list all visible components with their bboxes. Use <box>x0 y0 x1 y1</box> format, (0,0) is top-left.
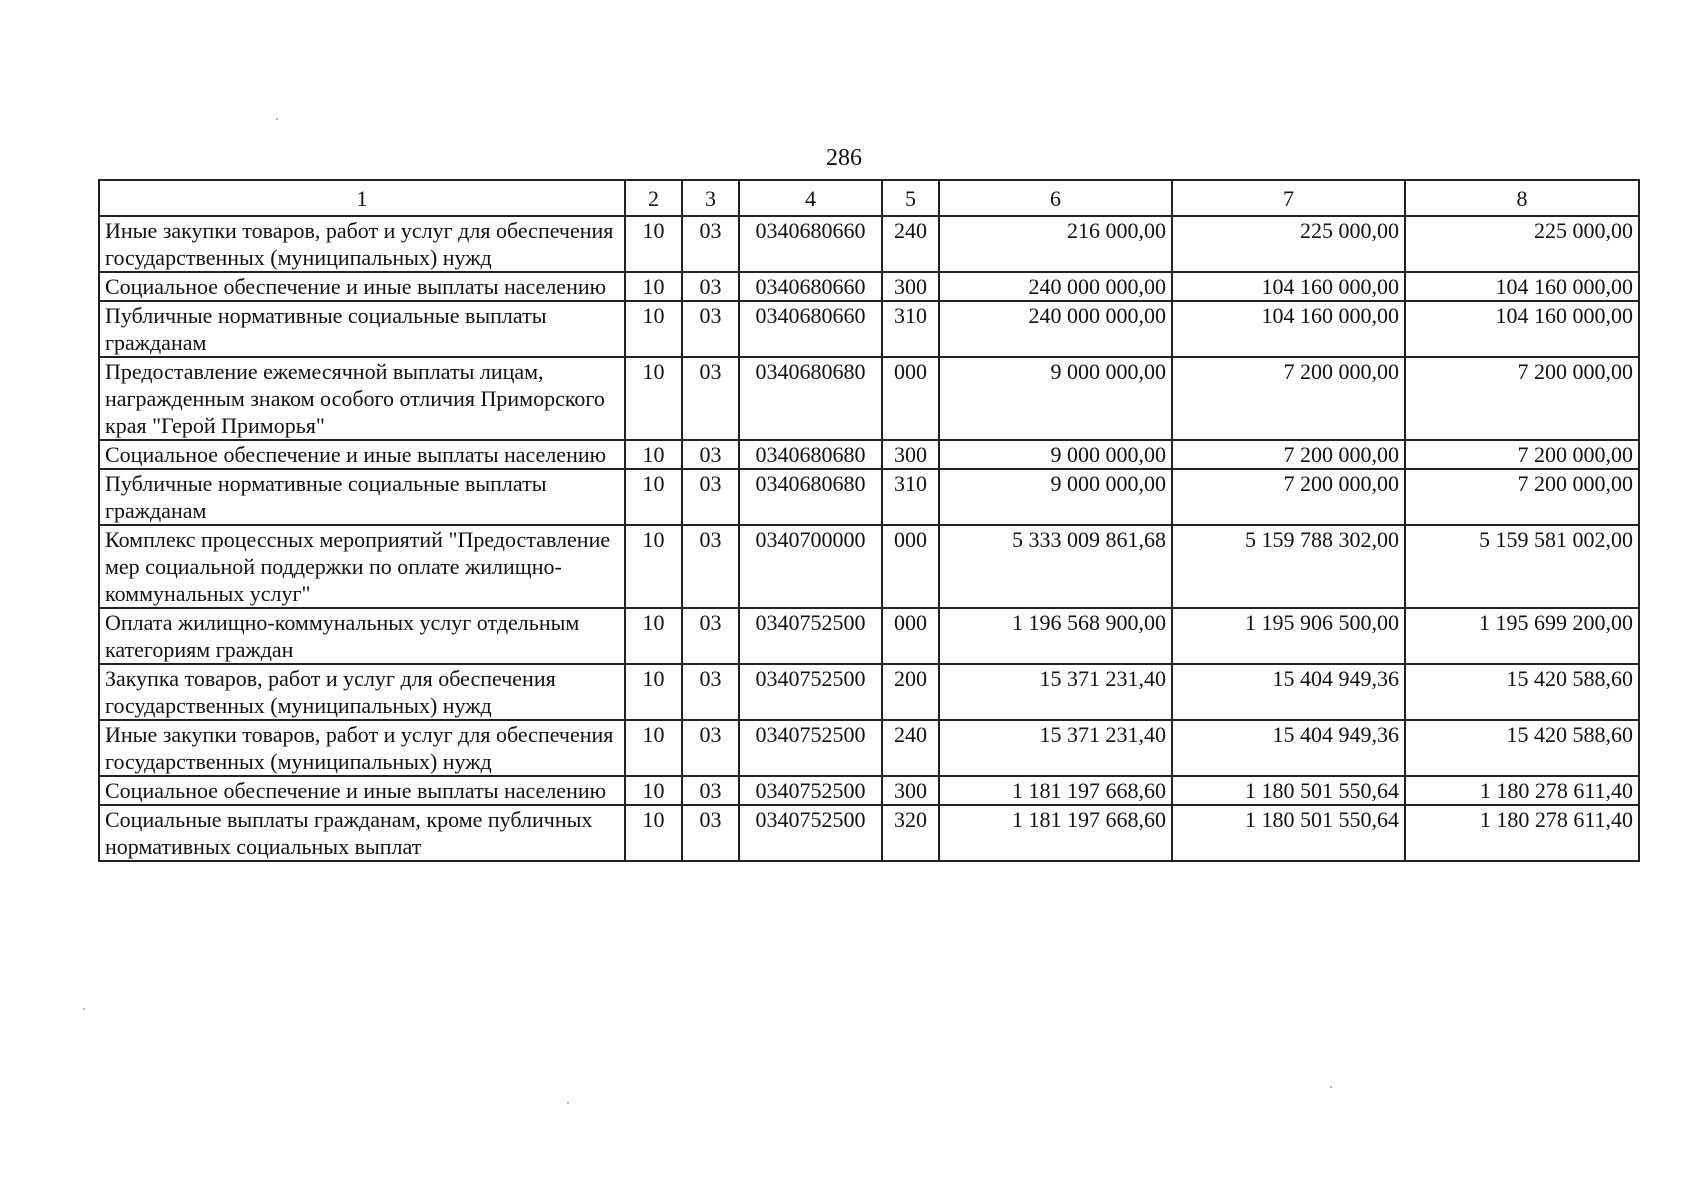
expense-type-cell: 000 <box>882 357 939 440</box>
row-name-cell: Иные закупки товаров, работ и услуг для обеспечения государственных (муниципальных) нужд <box>99 216 625 272</box>
row-name-cell: Социальное обеспечение и иные выплаты населению <box>99 440 625 469</box>
amount-cell: 5 333 009 861,68 <box>939 525 1172 608</box>
row-name-cell: Закупка товаров, работ и услуг для обеспечения государственных (муниципальных) нужд <box>99 664 625 720</box>
amount-cell: 5 159 788 302,00 <box>1172 525 1405 608</box>
section-code-cell: 10 <box>625 805 682 861</box>
section-code-cell: 10 <box>625 608 682 664</box>
expense-type-cell: 000 <box>882 608 939 664</box>
header-row <box>99 180 1639 216</box>
subsection-code-cell: 03 <box>682 776 739 805</box>
amount-cell: 15 404 949,36 <box>1172 720 1405 776</box>
scan-speck <box>276 118 278 120</box>
column-header: 2 <box>625 180 682 216</box>
target-article-cell: 0340752500 <box>739 720 882 776</box>
table-row <box>99 440 1639 469</box>
amount-cell: 1 180 501 550,64 <box>1172 776 1405 805</box>
column-header: 6 <box>939 180 1172 216</box>
column-header: 3 <box>682 180 739 216</box>
amount-cell: 5 159 581 002,00 <box>1405 525 1639 608</box>
page-number: 286 <box>826 145 862 171</box>
expense-type-cell: 200 <box>882 664 939 720</box>
row-name-cell: Оплата жилищно-коммунальных услуг отдельным категориям граждан <box>99 608 625 664</box>
amount-cell: 1 180 501 550,64 <box>1172 805 1405 861</box>
expense-type-cell: 310 <box>882 469 939 525</box>
section-code-cell: 10 <box>625 664 682 720</box>
subsection-code-cell: 03 <box>682 720 739 776</box>
section-code-cell: 10 <box>625 720 682 776</box>
row-name-cell: Иные закупки товаров, работ и услуг для обеспечения государственных (муниципальных) нужд <box>99 720 625 776</box>
expense-type-cell: 300 <box>882 776 939 805</box>
section-code-cell: 10 <box>625 469 682 525</box>
amount-cell: 9 000 000,00 <box>939 469 1172 525</box>
amount-cell: 7 200 000,00 <box>1405 440 1639 469</box>
amount-cell: 1 181 197 668,60 <box>939 805 1172 861</box>
amount-cell: 15 420 588,60 <box>1405 720 1639 776</box>
amount-cell: 225 000,00 <box>1405 216 1639 272</box>
amount-cell: 7 200 000,00 <box>1172 357 1405 440</box>
section-code-cell: 10 <box>625 216 682 272</box>
amount-cell: 1 181 197 668,60 <box>939 776 1172 805</box>
column-header: 7 <box>1172 180 1405 216</box>
target-article-cell: 0340752500 <box>739 805 882 861</box>
table-row <box>99 720 1639 776</box>
amount-cell: 7 200 000,00 <box>1405 357 1639 440</box>
amount-cell: 104 160 000,00 <box>1405 301 1639 357</box>
subsection-code-cell: 03 <box>682 440 739 469</box>
column-header: 1 <box>99 180 625 216</box>
amount-cell: 15 371 231,40 <box>939 664 1172 720</box>
table-row <box>99 357 1639 440</box>
table-row <box>99 608 1639 664</box>
row-name-cell: Публичные нормативные социальные выплаты гражданам <box>99 469 625 525</box>
scan-speck <box>83 1008 85 1010</box>
amount-cell: 1 195 699 200,00 <box>1405 608 1639 664</box>
expense-type-cell: 240 <box>882 720 939 776</box>
expense-type-cell: 320 <box>882 805 939 861</box>
row-name-cell: Комплекс процессных мероприятий "Предоставление мер социальной поддержки по оплате жилищно-коммунальных услуг" <box>99 525 625 608</box>
table-row <box>99 525 1639 608</box>
amount-cell: 104 160 000,00 <box>1172 301 1405 357</box>
subsection-code-cell: 03 <box>682 805 739 861</box>
amount-cell: 1 180 278 611,40 <box>1405 776 1639 805</box>
subsection-code-cell: 03 <box>682 469 739 525</box>
subsection-code-cell: 03 <box>682 664 739 720</box>
budget-table <box>98 179 1640 862</box>
amount-cell: 15 404 949,36 <box>1172 664 1405 720</box>
row-name-cell: Публичные нормативные социальные выплаты гражданам <box>99 301 625 357</box>
section-code-cell: 10 <box>625 440 682 469</box>
scan-speck <box>1330 1086 1332 1088</box>
section-code-cell: 10 <box>625 776 682 805</box>
section-code-cell: 10 <box>625 301 682 357</box>
column-header: 8 <box>1405 180 1639 216</box>
section-code-cell: 10 <box>625 525 682 608</box>
column-header: 5 <box>882 180 939 216</box>
row-name-cell: Социальные выплаты гражданам, кроме публичных нормативных социальных выплат <box>99 805 625 861</box>
target-article-cell: 0340680680 <box>739 357 882 440</box>
expense-type-cell: 310 <box>882 301 939 357</box>
subsection-code-cell: 03 <box>682 608 739 664</box>
target-article-cell: 0340680660 <box>739 301 882 357</box>
table-row <box>99 301 1639 357</box>
amount-cell: 104 160 000,00 <box>1405 272 1639 301</box>
row-name-cell: Социальное обеспечение и иные выплаты населению <box>99 272 625 301</box>
amount-cell: 240 000 000,00 <box>939 272 1172 301</box>
amount-cell: 1 196 568 900,00 <box>939 608 1172 664</box>
table-row <box>99 776 1639 805</box>
target-article-cell: 0340680680 <box>739 469 882 525</box>
target-article-cell: 0340680660 <box>739 272 882 301</box>
column-header: 4 <box>739 180 882 216</box>
row-name-cell: Социальное обеспечение и иные выплаты населению <box>99 776 625 805</box>
target-article-cell: 0340752500 <box>739 776 882 805</box>
expense-type-cell: 300 <box>882 440 939 469</box>
target-article-cell: 0340752500 <box>739 608 882 664</box>
amount-cell: 216 000,00 <box>939 216 1172 272</box>
table-row <box>99 469 1639 525</box>
subsection-code-cell: 03 <box>682 272 739 301</box>
table-row <box>99 272 1639 301</box>
row-name-cell: Предоставление ежемесячной выплаты лицам, награжденным знаком особого отличия Приморского края "Герой Приморья" <box>99 357 625 440</box>
amount-cell: 15 420 588,60 <box>1405 664 1639 720</box>
section-code-cell: 10 <box>625 272 682 301</box>
amount-cell: 104 160 000,00 <box>1172 272 1405 301</box>
target-article-cell: 0340680680 <box>739 440 882 469</box>
table-row <box>99 664 1639 720</box>
target-article-cell: 0340752500 <box>739 664 882 720</box>
amount-cell: 1 195 906 500,00 <box>1172 608 1405 664</box>
expense-type-cell: 240 <box>882 216 939 272</box>
amount-cell: 15 371 231,40 <box>939 720 1172 776</box>
target-article-cell: 0340680660 <box>739 216 882 272</box>
section-code-cell: 10 <box>625 357 682 440</box>
amount-cell: 9 000 000,00 <box>939 357 1172 440</box>
subsection-code-cell: 03 <box>682 216 739 272</box>
amount-cell: 7 200 000,00 <box>1172 440 1405 469</box>
scan-speck <box>567 1102 569 1104</box>
amount-cell: 240 000 000,00 <box>939 301 1172 357</box>
subsection-code-cell: 03 <box>682 301 739 357</box>
target-article-cell: 0340700000 <box>739 525 882 608</box>
expense-type-cell: 300 <box>882 272 939 301</box>
amount-cell: 1 180 278 611,40 <box>1405 805 1639 861</box>
subsection-code-cell: 03 <box>682 357 739 440</box>
amount-cell: 225 000,00 <box>1172 216 1405 272</box>
subsection-code-cell: 03 <box>682 525 739 608</box>
table-row <box>99 216 1639 272</box>
amount-cell: 9 000 000,00 <box>939 440 1172 469</box>
amount-cell: 7 200 000,00 <box>1172 469 1405 525</box>
expense-type-cell: 000 <box>882 525 939 608</box>
amount-cell: 7 200 000,00 <box>1405 469 1639 525</box>
table-row <box>99 805 1639 861</box>
